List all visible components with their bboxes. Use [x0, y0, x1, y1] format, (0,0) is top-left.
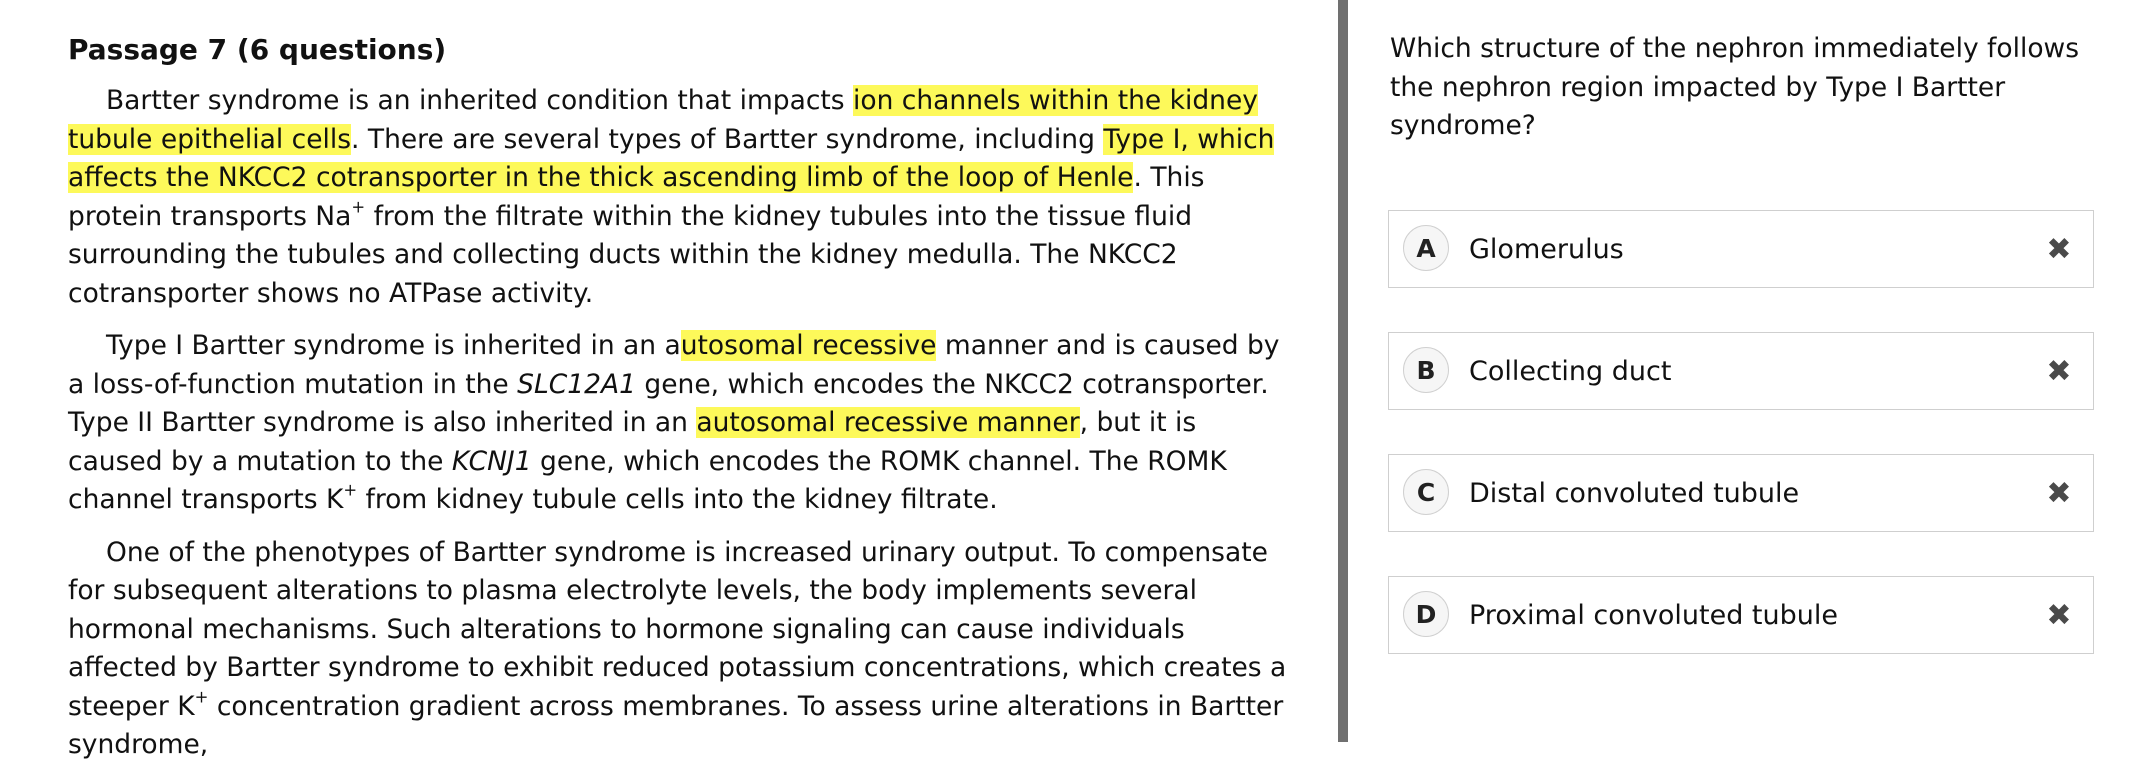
answer-choice-d[interactable] — [1388, 576, 2094, 654]
choice-letter-badge: A — [1403, 225, 1449, 271]
gene-name: SLC12A1 — [517, 368, 636, 400]
passage-text: Bartter syndrome is an inherited condition that impacts — [106, 85, 854, 116]
question-stem: Which structure of the nephron immediately follows the nephron region impacted by Type I Bartter syndrome? — [1390, 33, 2080, 141]
superscript: + — [343, 480, 358, 500]
strikeout-x-icon[interactable]: ✖ — [2046, 475, 2072, 511]
answer-choice-b[interactable] — [1388, 332, 2094, 410]
passage-text: concentration gradient across membranes. To assess urine alterations in Bartter syndrome, — [68, 690, 1284, 760]
strikeout-x-icon[interactable]: ✖ — [2046, 597, 2072, 633]
choice-letter-badge: D — [1403, 591, 1449, 637]
passage-highlight[interactable]: autosomal recessive manner — [696, 407, 1080, 438]
passage-paragraph-2[interactable] — [68, 327, 1298, 520]
passage-text: Type I Bartter syndrome is inherited in an a — [106, 330, 681, 361]
passage-highlight[interactable]: utosomal recessive — [680, 330, 937, 361]
passage-text: from the filtrate within the kidney tubules into the tissue fluid surrounding the tubules and collecting ducts within the kidney medulla. The NKCC2 cotransporter shows no ATPase activity. — [68, 200, 1193, 309]
passage-highlight[interactable]: ion channels within the kidney tubule epithelial cells — [68, 85, 1258, 155]
passage-content — [68, 30, 1298, 779]
passage-paragraph-3[interactable] — [68, 534, 1298, 765]
passage-text: gene, which encodes the NKCC2 cotransporter. Type II Bartter syndrome is also inherited in an — [68, 368, 1269, 438]
passage-text: One of the phenotypes of Bartter syndrome is increased urinary output. To compensate for subsequent alterations to plasma electrolyte levels, the body implements several hormonal mechanisms. Such alterations to hormone signaling can cause individuals affected by Bartter syndrome to exhibit reduced potassium concentrations, which creates a steeper K — [68, 536, 1287, 722]
passage-text: . There are several types of Bartter syndrome, including — [351, 123, 1104, 155]
choice-text: Distal convoluted tubule — [1469, 477, 1800, 509]
question-pane — [1348, 0, 2152, 742]
strikeout-x-icon[interactable]: ✖ — [2046, 353, 2072, 389]
superscript: + — [194, 687, 209, 707]
passage-text: , but it is caused by a mutation to the — [68, 407, 1197, 477]
superscript: + — [351, 197, 366, 217]
passage-title: Passage 7 (6 questions) — [68, 33, 447, 66]
passage-text: . This protein transports Na — [68, 162, 1205, 232]
passage-text: from kidney tubule cells into the kidney filtrate. — [357, 484, 998, 515]
passage-paragraph-1[interactable] — [68, 82, 1298, 313]
passage-text: manner and is caused by a loss-of-function mutation in the — [68, 330, 1280, 400]
passage-text: gene, which encodes the ROMK channel. The ROMK channel transports K — [68, 445, 1227, 515]
choice-text: Glomerulus — [1469, 233, 1624, 265]
strikeout-x-icon[interactable]: ✖ — [2046, 231, 2072, 267]
pane-divider[interactable] — [1338, 0, 1348, 742]
gene-name: KCNJ1 — [451, 445, 532, 477]
choice-letter-badge: C — [1403, 469, 1449, 515]
choice-text: Collecting duct — [1469, 355, 1672, 387]
answer-choice-a[interactable] — [1388, 210, 2094, 288]
answer-choice-c[interactable] — [1388, 454, 2094, 532]
passage-highlight[interactable]: Type I, which affects the NKCC2 cotransporter in the thick ascending limb of the loop of Henle — [68, 123, 1275, 193]
choice-text: Proximal convoluted tubule — [1469, 599, 1838, 631]
choice-letter-badge: B — [1403, 347, 1449, 393]
